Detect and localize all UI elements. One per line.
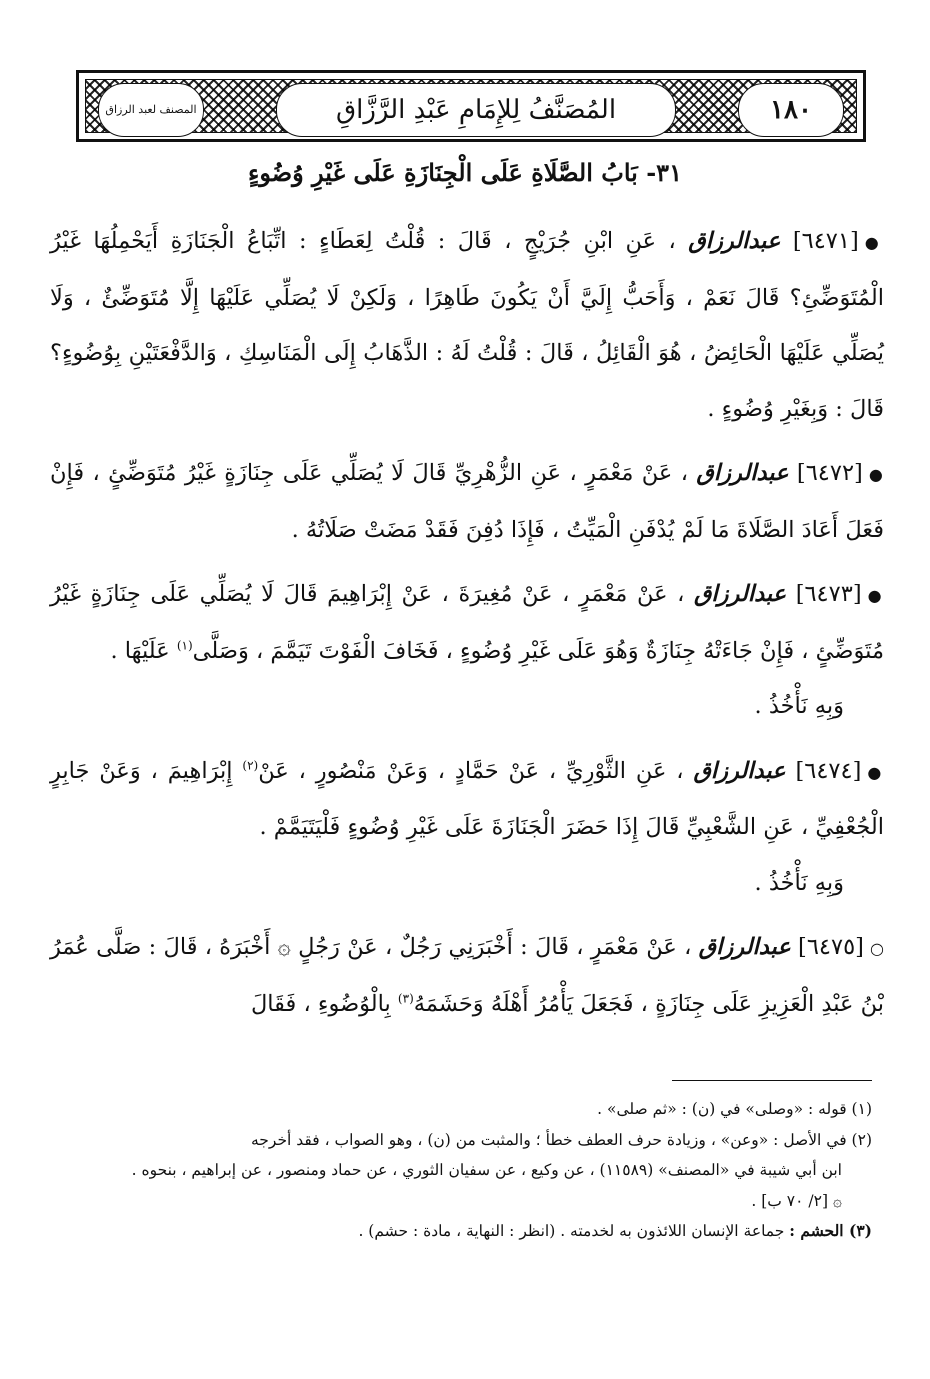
hadith-text: ، عَنْ مَعْمَرٍ ، قَالَ : أَخْبَرَنِي رَجُلٌ ، عَنْ رَجُلٍ ۞ أَخْبَرَهُ ، قَالَ : صَلَّى عُمَرُ بْنُ عَبْدِ الْعَزِيزِ عَلَى جِنَازَةٍ ، فَجَعَلَ يَأْمُرُ أَهْلَهُ وَحَشَمَهُ xyxy=(50,934,884,1017)
footnote-2-text: (٢) في الأصل : «وعن» ، وزيادة حرف العطف خطأ ؛ والمثبت من (ن) ، وهو الصواب ، فقد أخرجه xyxy=(251,1130,872,1149)
running-header xyxy=(76,70,866,142)
footnote-3 xyxy=(60,1216,872,1247)
header-title-cartouche xyxy=(276,83,676,137)
footnote-ref[interactable]: (١) xyxy=(176,638,193,652)
page-number: ١٨٠ xyxy=(770,95,812,125)
hadith-text: ، عَنْ مَعْمَرٍ ، عَنْ مُغِيرَةَ ، عَنْ إِبْرَاهِيمَ قَالَ لَا يُصَلِّي عَلَى جِنَازَةٍ غَيْرُ مُتَوَضِّئٍ ، فَإِنْ جَاءَتْهُ جِنَازَةٌ وَهُوَ عَلَى غَيْرِ وُضُوءٍ ، فَخَافَ الْفَوْتَ تَيَمَّمَ ، وَصَلَّى xyxy=(50,581,884,664)
closing-formula: وَبِهِ نَأْخُذُ . xyxy=(754,869,844,896)
hadith-text: ، عَنِ الثَّوْرِيِّ ، عَنْ حَمَّادٍ ، وَعَنْ مَنْصُورٍ ، عَنْ xyxy=(258,757,684,784)
narrator-name: عبدالرزاق xyxy=(688,228,781,254)
hadith-number: [٦٤٧٥] xyxy=(798,934,864,960)
footnote-ref[interactable]: (٢) xyxy=(242,758,259,772)
main-text xyxy=(50,214,884,1041)
page-number-medallion xyxy=(738,83,844,137)
hadith-number: [٦٤٧٢] xyxy=(796,460,863,486)
bullet-icon: ● xyxy=(867,762,885,782)
hadith-text-continued: عَلَيْهَا . xyxy=(110,637,170,664)
narrator-name: عبدالرزاق xyxy=(696,460,789,486)
bullet-icon: ○ xyxy=(869,939,884,958)
folio-marker: ۞ [٢/ ٧٠ ب] . xyxy=(751,1191,842,1210)
hadith-text-continued: بِالْوُضُوءِ ، فَقَالَ xyxy=(250,990,391,1017)
closing-formula: وَبِهِ نَأْخُذُ . xyxy=(754,693,844,719)
bullet-icon: ● xyxy=(868,465,885,484)
hadith-entry xyxy=(50,920,884,1032)
narrator-name: عبدالرزاق xyxy=(698,934,791,960)
hadith-text-continued: إِبْرَاهِيمَ ، وَعَنْ جَابِرٍ الْجُعْفِيِّ ، عَنِ الشَّعْبِيِّ قَالَ إِذَا حَضَرَ الْجَنَازَةَ عَلَى غَيْرِ وُضُوءٍ فَلْيَتَيَمَّمْ . xyxy=(50,757,884,840)
footnote-3-term: (٣) الحشم : xyxy=(789,1221,872,1240)
header-ornament-band xyxy=(85,79,857,133)
footnote-3-text: جماعة الإنسان اللائذون به لخدمته . (انظر : النهاية ، مادة : حشم) . xyxy=(358,1222,785,1240)
footnotes xyxy=(60,1094,872,1247)
footnote-ref[interactable]: (٣) xyxy=(397,991,414,1005)
chapter-heading: ٣١- بَابُ الصَّلَاةِ عَلَى الْجِنَازَةِ عَلَى غَيْرِ وُضُوءٍ xyxy=(248,158,682,187)
narrator-name: عبدالرزاق xyxy=(693,581,787,607)
narrator-name: عبدالرزاق xyxy=(693,757,786,784)
hadith-entry xyxy=(50,567,884,735)
hadith-number: [٦٤٧٣] xyxy=(795,581,862,607)
hadith-entry xyxy=(50,446,884,558)
hadith-text: ، عَنْ مَعْمَرٍ ، عَنِ الزُّهْرِيِّ قَالَ لَا يُصَلِّي عَلَى جِنَازَةٍ غَيْرُ مُتَوَضِّئٍ ، فَإِنْ فَعَلَ أَعَادَ الصَّلَاةَ مَا لَمْ يُدْفَنِ الْمَيِّتُ ، فَإِذَا دُفِنَ فَقَدْ مَضَتْ صَلَاتُهُ . xyxy=(50,460,884,543)
bullet-icon: ● xyxy=(864,233,885,252)
header-seal-medallion xyxy=(98,83,204,137)
book-title: المُصَنَّفُ لِلإِمَامِ عَبْدِ الرَّزَّاقِ xyxy=(335,95,617,125)
hadith-entry xyxy=(50,214,884,437)
footnote-1: (١) قوله : «وصلى» في (ن) : «ثم صلى» . xyxy=(597,1100,872,1118)
header-seal-text: المصنف لعبد الرزاق xyxy=(105,103,197,116)
footnote-2-continued: ابن أبي شيبة في «المصنف» (١١٥٨٩) ، عن وكيع ، عن سفيان الثوري ، عن حماد ومنصور ، عن إبراهيم ، بنحوه . xyxy=(131,1161,842,1179)
hadith-text: ، عَنِ ابْنِ جُرَيْجٍ ، قَالَ : قُلْتُ لِعَطَاءٍ : اتِّبَاعُ الْجَنَازَةِ أَيَحْمِلُهَا غَيْرُ الْمُتَوَضِّئِ؟ قَالَ نَعَمْ ، وَأَحَبُّ إِلَيَّ أَنْ يَكُونَ طَاهِرًا ، وَلَكِنْ لَا يُصَلِّي عَلَيْهَا إِلَّا مُتَوَضِّئٌ ، وَلَا يُصَلِّي عَلَيْهَا الْحَائِضُ ، هُوَ الْقَائِلُ ، قَالَ : قُلْتُ لَهُ : الذَّهَابُ إِلَى الْمَنَاسِكِ ، وَالدَّفْعَتَيْنِ بِوُضُوءٍ؟ قَالَ : وَبِغَيْرِ وُضُوءٍ . xyxy=(50,228,884,422)
footnote-separator xyxy=(672,1080,872,1081)
footnote-2 xyxy=(60,1125,872,1186)
hadith-entry xyxy=(50,744,884,912)
hadith-number: [٦٤٧٤] xyxy=(795,757,862,784)
bullet-icon: ● xyxy=(867,586,884,605)
hadith-number: [٦٤٧١] xyxy=(792,228,859,254)
